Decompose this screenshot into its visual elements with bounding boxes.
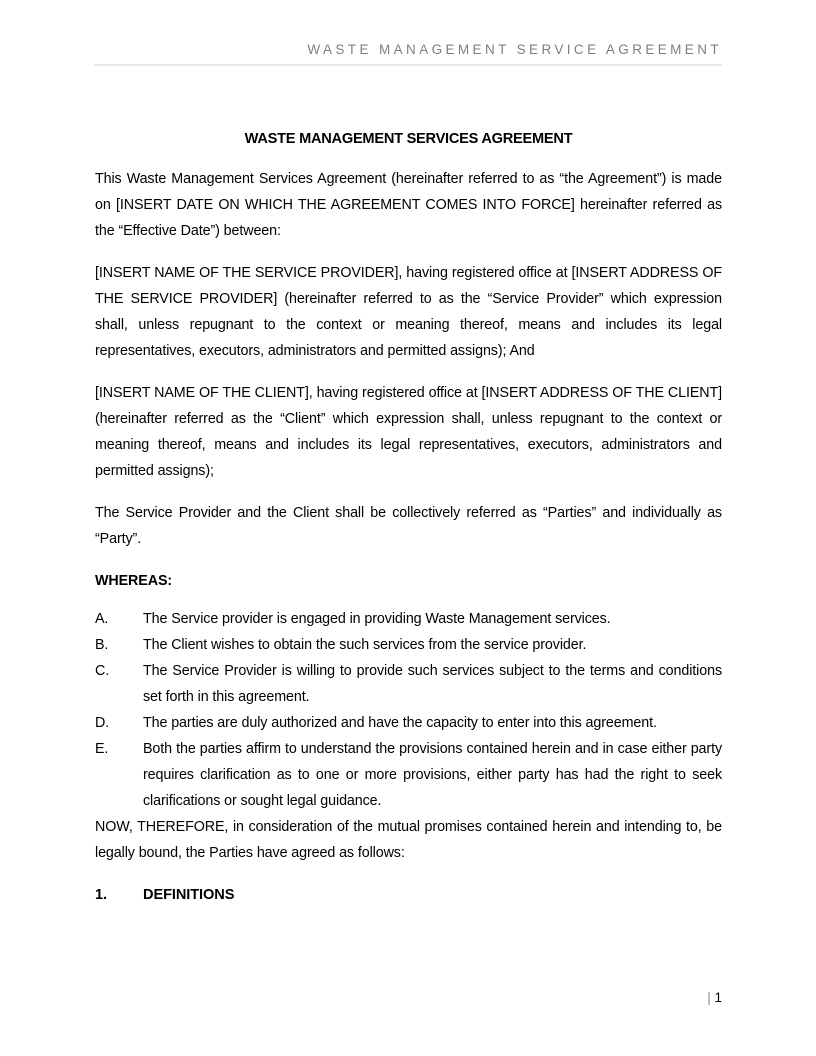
document-body: [95, 128, 722, 908]
list-item: [95, 710, 722, 736]
recital-text: The Service provider is engaged in providing Waste Management services.: [143, 611, 611, 627]
recital-text: The Service Provider is willing to provide such services subject to the terms and conditions set forth in this agreement.: [143, 663, 722, 705]
recital-text: The parties are duly authorized and have the capacity to enter into this agreement.: [143, 715, 657, 731]
list-item: [95, 658, 722, 710]
list-item: [95, 606, 722, 632]
running-header: [94, 40, 722, 66]
section-number: 1.: [95, 887, 107, 903]
recital-list: [95, 606, 722, 814]
recital-marker: D.: [95, 715, 110, 731]
list-item: [95, 736, 722, 814]
paragraph-preamble: This Waste Management Services Agreement (hereinafter referred to as “the Agreement”) is made on [INSERT DATE ON WHICH THE AGREEMENT COMES INTO FORCE] hereinafter referred as the “Effective Date”) between:: [95, 171, 722, 239]
paragraph-parties: The Service Provider and the Client shall be collectively referred as “Parties” and individually as “Party”.: [95, 505, 722, 547]
agreement-title: WASTE MANAGEMENT SERVICES AGREEMENT: [244, 131, 573, 147]
page-footer: [95, 988, 722, 1008]
whereas-label: WHEREAS:: [95, 573, 173, 589]
running-header-title: WASTE MANAGEMENT SERVICE AGREEMENT: [307, 42, 722, 57]
footer-separator: |: [707, 990, 711, 1005]
paragraph-service-provider: [INSERT NAME OF THE SERVICE PROVIDER], having registered office at [INSERT ADDRESS OF THE SERVICE PROVIDER] (hereinafter referred to as the “Service Provider” which expression shall, unless repugnant to the context or meaning thereof, means and includes its legal representatives, executors, administrators and permitted assigns); And: [95, 265, 722, 359]
header-divider: [94, 64, 722, 66]
paragraph-now-therefore: NOW, THEREFORE, in consideration of the mutual promises contained herein and intending to, be legally bound, the Parties have agreed as follows:: [95, 819, 722, 861]
recital-marker: E.: [95, 741, 109, 757]
list-item: [95, 632, 722, 658]
paragraph-client: [INSERT NAME OF THE CLIENT], having registered office at [INSERT ADDRESS OF THE CLIENT] (hereinafter referred as the “Client” which expression shall, unless repugnant to the context or meaning thereof, means and includes its legal representatives, executors, administrators and permitted assigns);: [95, 385, 722, 479]
recital-marker: C.: [95, 663, 110, 679]
recital-text: The Client wishes to obtain the such services from the service provider.: [143, 637, 587, 653]
recital-marker: A.: [95, 611, 109, 627]
recital-text: Both the parties affirm to understand the provisions contained herein and in case either party requires clarification as to one or more provisions, either party has had the right to seek clarifications or sought legal guidance.: [143, 741, 722, 809]
section-heading-definitions: [95, 882, 722, 908]
recital-marker: B.: [95, 637, 109, 653]
section-title: DEFINITIONS: [143, 887, 235, 903]
page-number: 1: [714, 990, 722, 1005]
